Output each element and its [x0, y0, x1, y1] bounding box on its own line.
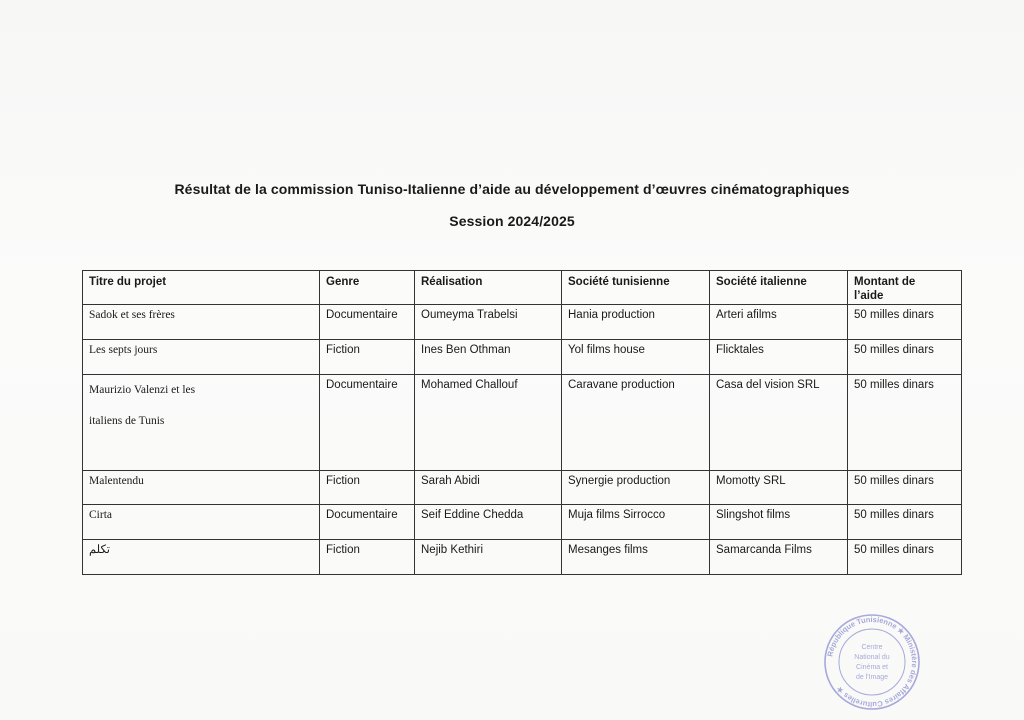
- official-stamp: [818, 610, 926, 710]
- document-heading: Résultat de la commission Tuniso-Italienne d’aide au développement d’œuvres cinématographiques: [174, 181, 850, 197]
- results-table: [82, 270, 962, 575]
- director-cell: Seif Eddine Chedda: [415, 505, 562, 540]
- project-title: Sadok et ses frères: [83, 305, 320, 340]
- genre-cell: Documentaire: [320, 375, 415, 471]
- table-row: [83, 540, 962, 575]
- italian-company-cell: Samarcanda Films: [710, 540, 848, 575]
- genre-cell: Documentaire: [320, 505, 415, 540]
- header-tunisian-company: Société tunisienne: [562, 271, 710, 305]
- amount-cell: 50 milles dinars: [848, 340, 962, 375]
- table-row: [83, 505, 962, 540]
- genre-cell: Documentaire: [320, 305, 415, 340]
- genre-cell: Fiction: [320, 471, 415, 505]
- project-title: Malentendu: [83, 471, 320, 505]
- director-cell: Nejib Kethiri: [415, 540, 562, 575]
- project-title: تكلم: [83, 540, 320, 575]
- stamp-inner-text-2: National du: [854, 654, 890, 661]
- table-row: [83, 340, 962, 375]
- project-title: [83, 375, 320, 471]
- stamp-inner-ring: [839, 629, 905, 695]
- table-row: [83, 375, 962, 471]
- project-title: Les septs jours: [83, 340, 320, 375]
- header-director: Réalisation: [415, 271, 562, 305]
- tunisian-company-cell: Hania production: [562, 305, 710, 340]
- header-title: Titre du projet: [83, 271, 320, 305]
- director-cell: Oumeyma Trabelsi: [415, 305, 562, 340]
- amount-cell: 50 milles dinars: [848, 471, 962, 505]
- italian-company-cell: Slingshot films: [710, 505, 848, 540]
- stamp-inner-text-3: Cinéma et: [856, 664, 888, 671]
- italian-company-cell: Casa del vision SRL: [710, 375, 848, 471]
- tunisian-company-cell: Muja films Sirrocco: [562, 505, 710, 540]
- italian-company-cell: Momotty SRL: [710, 471, 848, 505]
- italian-company-cell: Arteri afilms: [710, 305, 848, 340]
- director-cell: Sarah Abidi: [415, 471, 562, 505]
- italian-company-cell: Flicktales: [710, 340, 848, 375]
- genre-cell: Fiction: [320, 540, 415, 575]
- genre-cell: Fiction: [320, 340, 415, 375]
- tunisian-company-cell: Synergie production: [562, 471, 710, 505]
- header-genre: Genre: [320, 271, 415, 305]
- tunisian-company-cell: Yol films house: [562, 340, 710, 375]
- session-label: Session 2024/2025: [449, 213, 575, 229]
- tunisian-company-cell: Caravane production: [562, 375, 710, 471]
- director-cell: Ines Ben Othman: [415, 340, 562, 375]
- amount-cell: 50 milles dinars: [848, 375, 962, 471]
- header-amount: [848, 271, 962, 305]
- table-row: [83, 305, 962, 340]
- stamp-inner-text-1: Centre: [861, 644, 883, 651]
- header-amount-line1: Montant de: [854, 276, 916, 288]
- stamp-inner-text-4: de l'Image: [855, 674, 889, 681]
- header-amount-line2: l’aide: [854, 290, 884, 302]
- project-title-line1: Maurizio Valenzi et les: [89, 384, 196, 396]
- table-row: [83, 471, 962, 505]
- table-header-row: [83, 271, 962, 305]
- amount-cell: 50 milles dinars: [848, 305, 962, 340]
- project-title-line2: italiens de Tunis: [89, 415, 165, 427]
- amount-cell: 50 milles dinars: [848, 540, 962, 575]
- director-cell: Mohamed Challouf: [415, 375, 562, 471]
- stamp-outer-text: République Tunisienne ★ Ministère des Affaires Culturelles ★: [825, 614, 920, 710]
- amount-cell: 50 milles dinars: [848, 505, 962, 540]
- tunisian-company-cell: Mesanges films: [562, 540, 710, 575]
- header-italian-company: Société italienne: [710, 271, 848, 305]
- project-title: Cirta: [83, 505, 320, 540]
